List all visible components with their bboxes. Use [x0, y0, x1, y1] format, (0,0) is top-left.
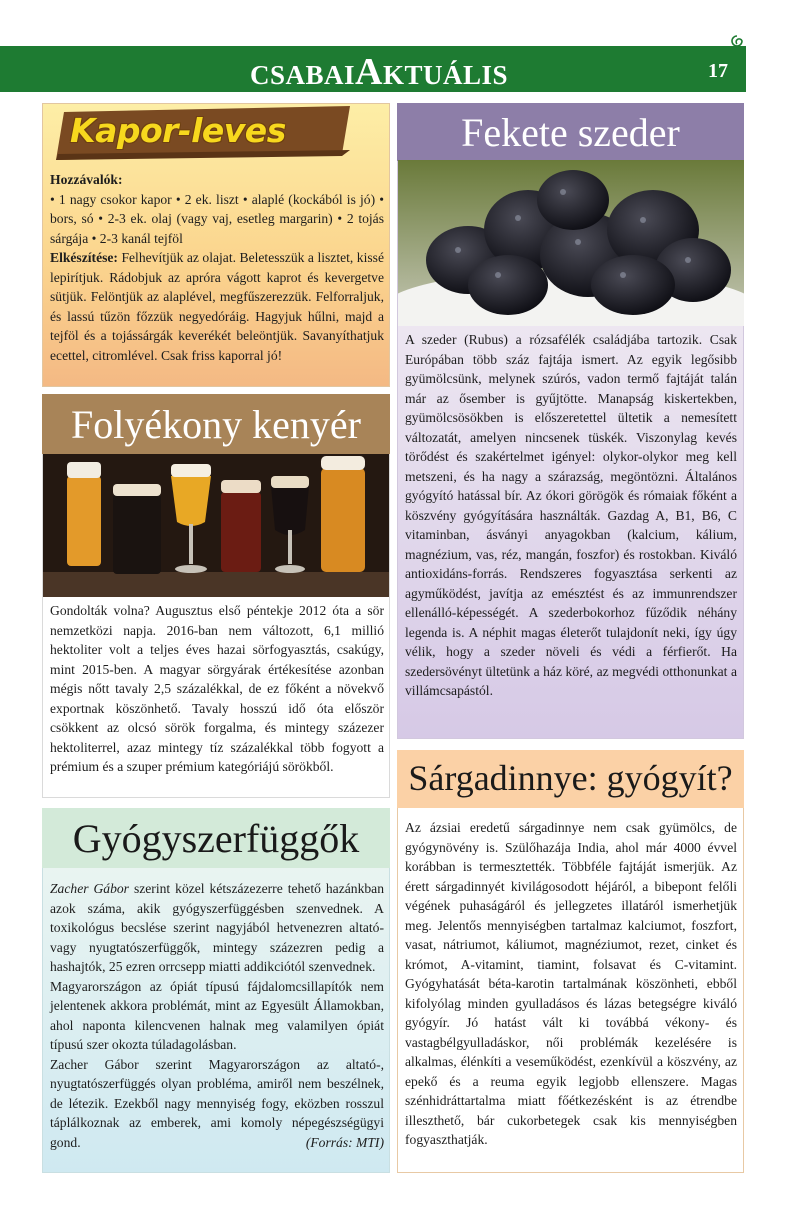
swirl-icon: [730, 34, 744, 48]
page-number: 17: [708, 60, 728, 82]
method-paragraph: [50, 248, 384, 365]
blackberry-photo: [398, 160, 744, 326]
ingredients-label: Hozzávalók:: [50, 172, 123, 187]
paragraph-1: [50, 879, 384, 977]
beer-glasses-photo: [43, 454, 389, 597]
method-label: Elkészítése:: [50, 250, 118, 265]
kapor-leves-title: Kapor-leves: [70, 111, 286, 150]
source-credit: (Forrás: MTI): [305, 1134, 384, 1150]
magazine-title: CSABAIAKTUÁLIS: [250, 51, 509, 93]
folyekony-kenyer-text: Gondolták volna? Augusztus első péntekje 2012 óta a sör nemzetközi napja. 2016-ban nem változott, 6,1 millió hektoliter volt a teljes éves hazai sörfogyasztás, csakúgy, mint 2015-ben. A magyar sörgyárak értékesítése azonban mégis nőtt tavaly 2,5 százalékkal, de ez főként a növekvő exportnak köszönhető. Tavaly hosszú idő óta először csökkent az olcsó sörök forgalma, és mintegy százezer hektoliterrel, azaz mintegy tíz százalékkal több fogyott a prémium és a szuper prémium kategóriájú sörökből.: [50, 603, 384, 774]
paragraph-3: [50, 1055, 384, 1153]
paragraph-2: Magyarországon az ópiát típusú fájdalomcsillapítók nem jelentenek akkora problémát, mint az Egyesült Államokban, ahol naponta kilencvenen halnak meg valamilyen ópiát típusú szer okozta túladagolásban.: [50, 978, 384, 1052]
sargadinnye-text: Az ázsiai eredetű sárgadinnye nem csak gyümölcs, de gyógynövény is. Szülőhazája India, ahol már 4000 évvel korábban is termesztették. Többféle fajtáját ismerjük. Az érett sárgadinnyét kivilágosodott héjáról, a bibepont felőli végének puhaságáról és jellegzetes illatáról ismerhetjük meg. Jelentős mennyiségben tartalmaz kalciumot, foszfort, vasat, nátriumot, káliumot, magnéziumot, rezet, cinket és krómot, A-vitamint, tiamint, folsavat és C-vitamint. Gyógyhatását béta-karotin tartalmának köszönheti, ebből kifolyólag minden gyulladásos és lázas betegségre kiváló gyógyír. Jó hatást vált ki továbbá vékony- és vastagbélgyulladáskor, női problémák kezelésére is alkalmas, élénkíti a veseműködést, ezenkívül a köszvény, az epekő és a reuma egyik legjobb ellenszere. Magas szénhidráttartalma miatt főétkezésként is az étrendbe illeszthető, bár cukorbetegek csak kis mennyiségben fogyaszthatják.: [405, 820, 737, 1147]
folyekony-kenyer-title: Folyékony kenyér: [71, 402, 361, 447]
author-name: Zacher Gábor: [50, 881, 129, 896]
gyogyszerfuggok-text: [50, 879, 384, 1152]
paragraph-3-text: Zacher Gábor szerint Magyarországon az altató-, nyugtatószerfüggés olyan probléma, amiről nem beszélnek, de létezik. Ezekből nagy mennyiség fogy, eközben rosszul táplálkoznak az emberek, ami komoly népegészségügyi gond.: [50, 1056, 384, 1150]
method-text: Felhevítjük az olajat. Beletesszük a lisztet, kissé lepirítjuk. Rádobjuk az apróra vágott kaprot és kevergetve sütjük. Felöntjük az alaplével, megfűszerezzük. Felforraljuk, és lassú tűzön főzzük negyedóráig. Hagyjuk hűlni, majd a tejföl és a tojássárgák keverékét beleöntjük. Savanyíthatjuk ecettel, citromlével. Csak friss kaporral jó!: [50, 250, 384, 363]
kapor-leves-text: [50, 170, 384, 365]
gyogyszerfuggok-title: Gyógyszerfüggők: [72, 816, 360, 861]
fekete-szeder-title: Fekete szeder: [461, 110, 680, 155]
fekete-szeder-text: A szeder (Rubus) a rózsafélék családjába tartozik. Csak Európában több száz fajtája ismert. Az egyik legősibb gyümölcsünk, melynek szúrós, vadon termő fajtáját talán már az ősember is gyűjtötte. Manapság kiskertekben, gyümölcsösökben is előszeretettel ültetik a nemesített változatát, amelyen nincsenek tüskék. Viszonylag kevés törődést és szakértelmet igényel: olykor-olykor meg kell metszeni, és ha nagy a szárazság, megöntözni. Általános gyógyító hatással bír. Az ókori görögök és rómaiak főként a köszvény gyógyítására használták. Gazdag A, B1, B6, C vitaminban, ásványi anyagokban (kalcium, kálium, magnézium, vas, réz, mangán, foszfor) és rostokban. Kiváló antioxidáns-forrás. Rendszeres fogyasztása serkenti az agyműködést, javítja az emésztést és az immunrendszer ellenálló-képességét. A szederbokorhoz fűződik néhány legenda is. A néphit magas életerőt tulajdonít neki, így úgy vélik, hogy a szeder növeli és védi a férfierőt. Ha szedersövényt ültetünk a ház köré, az megvédi otthonunkat a villámcsapástól.: [405, 332, 737, 698]
ingredients-text: • 1 nagy csokor kapor • 2 ek. liszt • alaplé (kockából is jó) • bors, só • 2-3 ek. olaj (vagy vaj, esetleg margarin) • 2 tojás sárgája • 2-3 kanál tejföl: [50, 191, 384, 246]
paragraph-1-text: szerint közel kétszázezerre tehető hazánkban azok száma, akik gyógyszerfüggésben szenvednek. A toxikológus becslése szerint nagyjából hetvenezren altató- vagy nyugtatószerfüggők, mintegy százezren pedig a hashajtók, 25 ezren orrcsepp miatti addikciótól szenvednek.: [50, 881, 384, 974]
sargadinnye-title: Sárgadinnye: gyógyít?: [408, 758, 733, 798]
